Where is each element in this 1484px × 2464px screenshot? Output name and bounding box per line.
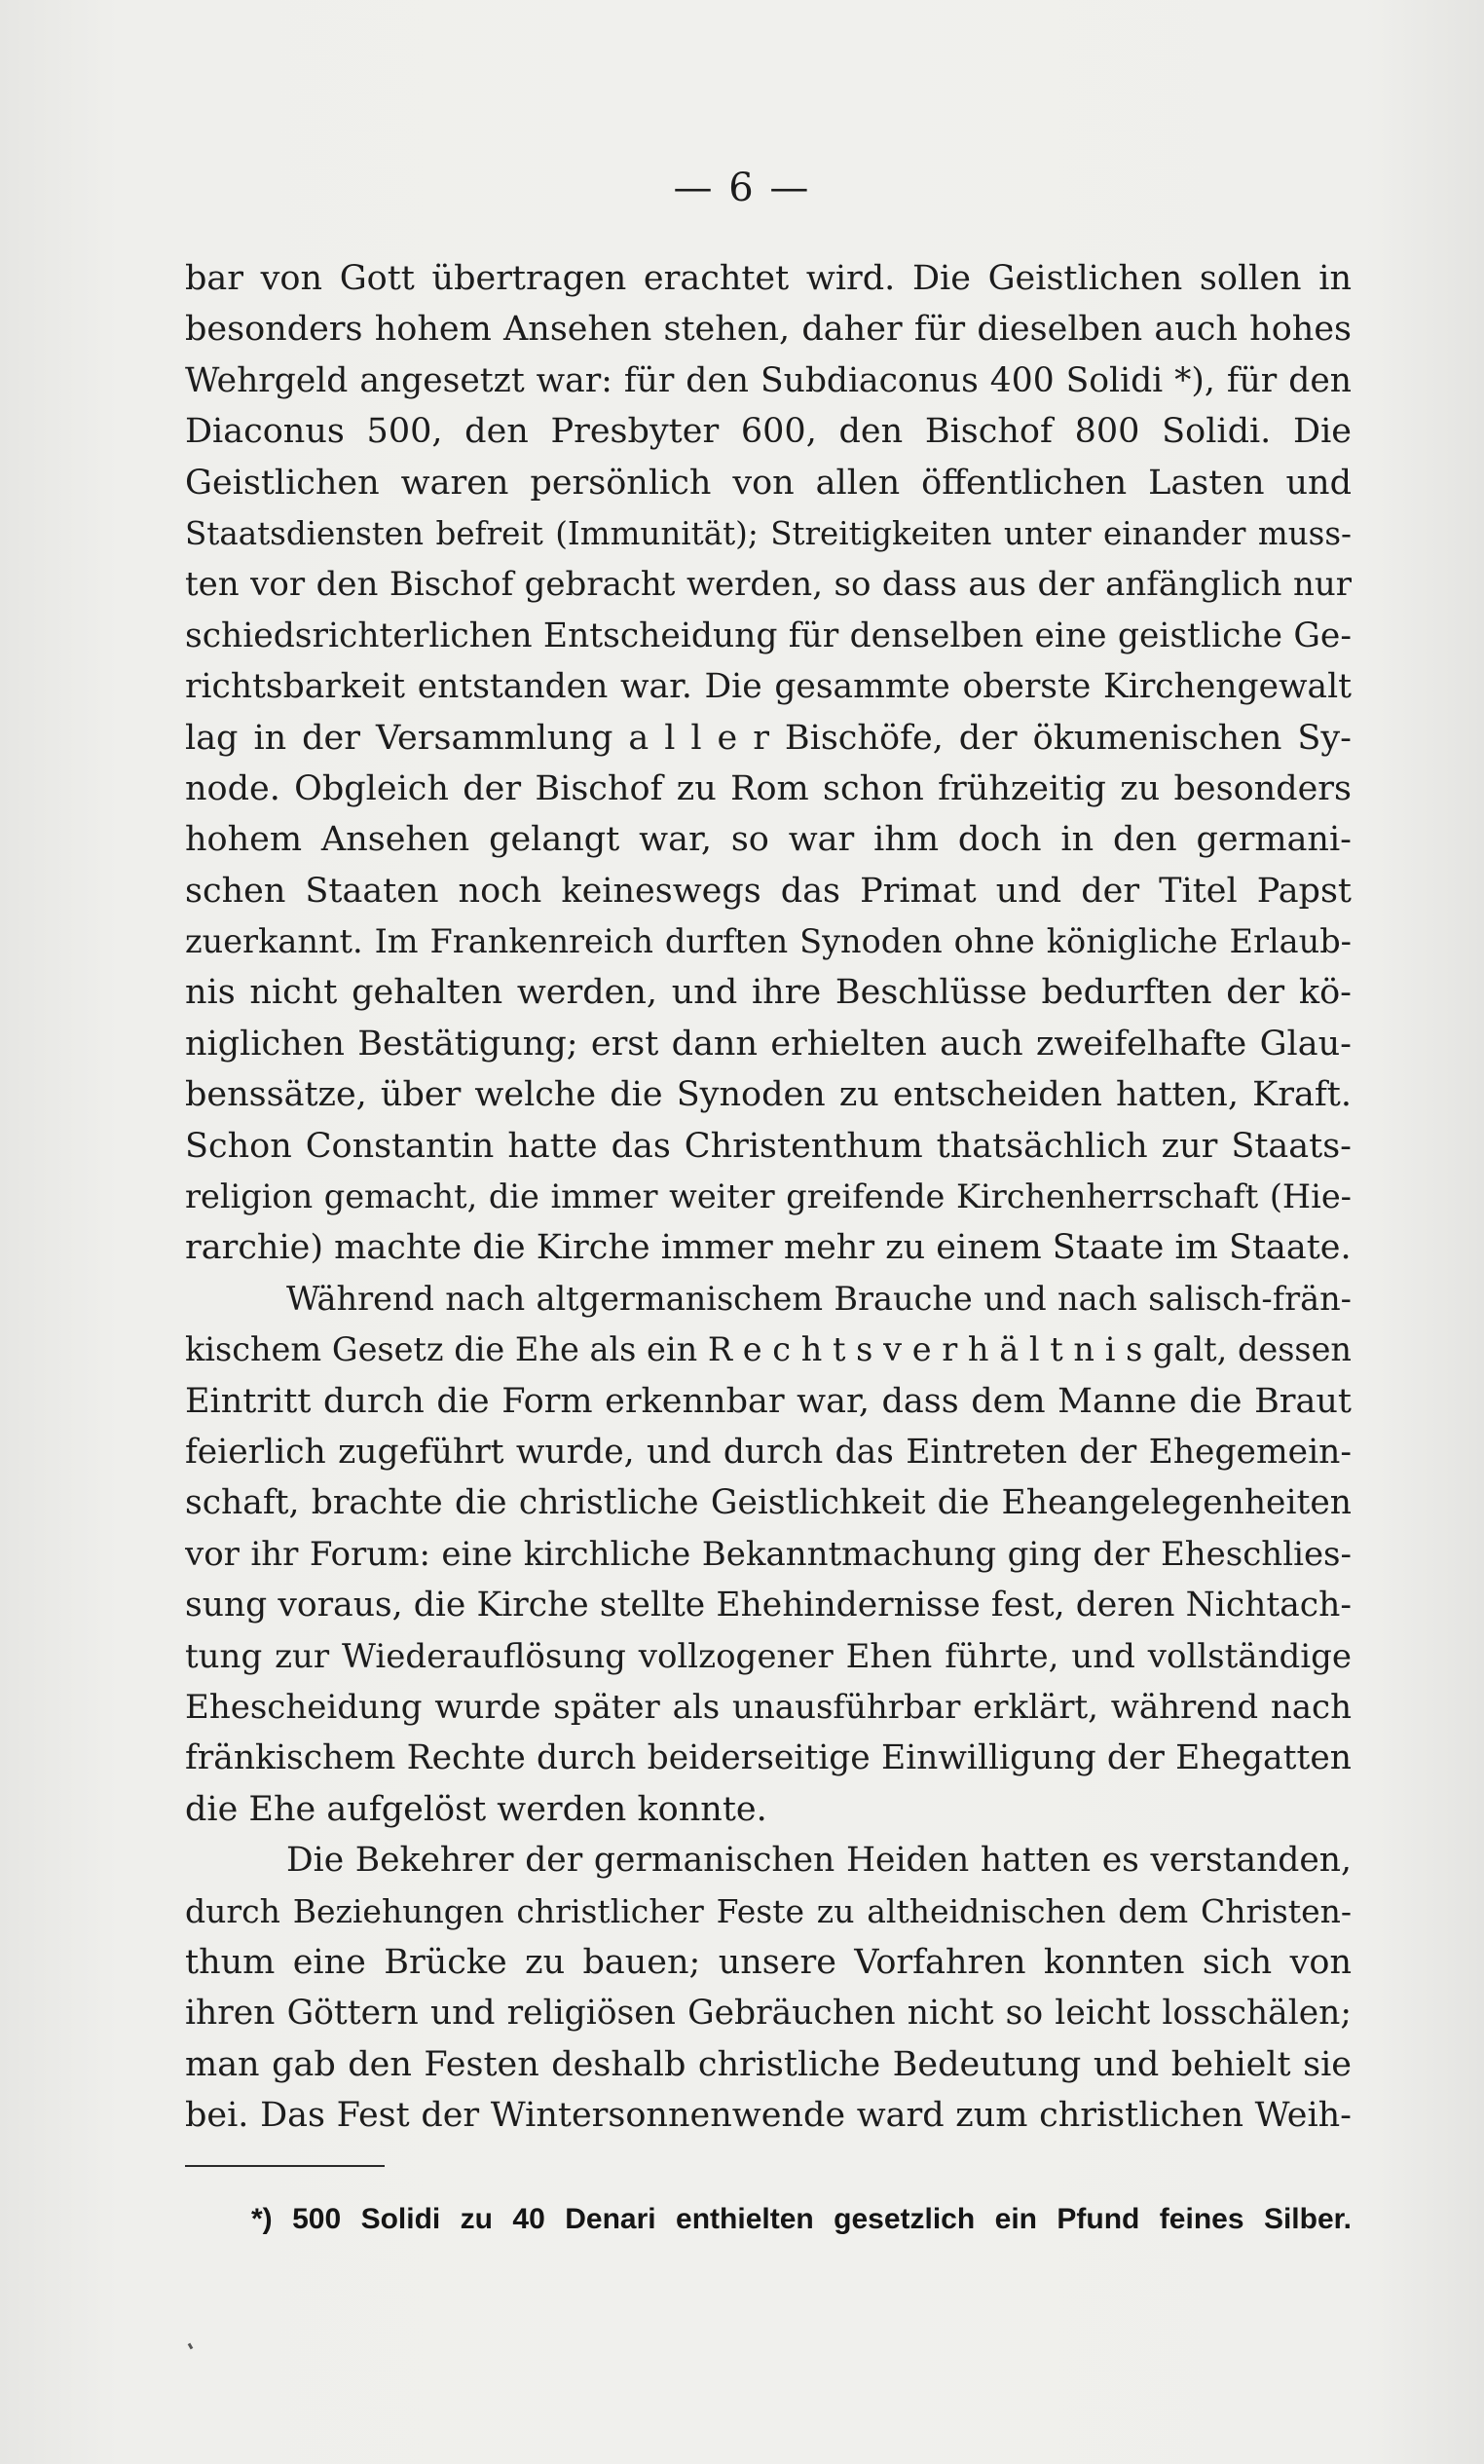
ink-speck <box>188 2343 194 2350</box>
text-line: schaft, brachte die christliche Geistlichkeit die Eheangelegenheiten <box>185 1483 1352 1523</box>
text-line: fränkischem Rechte durch beiderseitige Einwilligung der Ehegatten <box>185 1738 1352 1778</box>
text-line: Schon Constantin hatte das Christenthum thatsächlich zur Staats- <box>185 1126 1352 1166</box>
text-line: richtsbarkeit entstanden war. Die gesammte oberste Kirchengewalt <box>185 667 1352 707</box>
text-line: Die Bekehrer der germanischen Heiden hatten es verstanden, <box>286 1841 1352 1881</box>
text-line: kischem Gesetz die Ehe als ein R e c h t s v e r h ä l t n i s galt, dessen <box>185 1330 1352 1369</box>
footnote: *) 500 Solidi zu 40 Denari enthielten gesetzlich ein Pfund feines Silber. <box>251 2203 1352 2235</box>
text-line: die Ehe aufgelöst werden konnte. <box>185 1789 767 1829</box>
text-line: besonders hohem Ansehen stehen, daher für dieselben auch hohes <box>185 310 1352 350</box>
text-line: feierlich zugeführt wurde, und durch das Eintreten der Ehegemein- <box>185 1432 1352 1472</box>
text-line: Geistlichen waren persönlich von allen öffentlichen Lasten und <box>185 463 1352 503</box>
text-line: ten vor den Bischof gebracht werden, so dass aus der anfänglich nur <box>185 565 1352 605</box>
text-line: Diaconus 500, den Presbyter 600, den Bischof 800 Solidi. Die <box>185 412 1352 452</box>
text-line: Während nach altgermanischem Brauche und nach salisch-frän- <box>286 1279 1352 1318</box>
page-number: — 6 — <box>673 166 811 210</box>
text-line: thum eine Brücke zu bauen; unsere Vorfahren konnten sich von <box>185 1942 1352 1982</box>
footnote-rule <box>185 2165 385 2167</box>
text-line: benssätze, über welche die Synoden zu entscheiden hatten, Kraft. <box>185 1075 1352 1115</box>
text-line: Wehrgeld angesetzt war: für den Subdiaconus 400 Solidi *), für den <box>185 360 1352 400</box>
text-line: node. Obgleich der Bischof zu Rom schon frühzeitig zu besonders <box>185 768 1352 808</box>
text-line: ihren Göttern und religiösen Gebräuchen nicht so leicht losschälen; <box>185 1994 1352 2034</box>
text-line: schen Staaten noch keineswegs das Primat und der Titel Papst <box>185 871 1352 911</box>
text-line: Eintritt durch die Form erkennbar war, dass dem Manne die Braut <box>185 1381 1352 1421</box>
body-text <box>185 253 1352 2141</box>
text-line: bar von Gott übertragen erachtet wird. Die Geistlichen sollen in <box>185 259 1352 298</box>
text-line: lag in der Versammlung a l l e r Bischöfe, der ökumenischen Sy- <box>185 718 1352 758</box>
text-line: Ehescheidung wurde später als unausführbar erklärt, während nach <box>185 1687 1352 1727</box>
text-line: rarchie) machte die Kirche immer mehr zu einem Staate im Staate. <box>185 1228 1352 1268</box>
text-line: tung zur Wiederauflösung vollzogener Ehen führte, und vollständige <box>185 1636 1352 1676</box>
text-line: religion gemacht, die immer weiter greifende Kirchenherrschaft (Hie- <box>185 1177 1352 1216</box>
text-line: man gab den Festen deshalb christliche Bedeutung und behielt sie <box>185 2044 1352 2084</box>
text-line: bei. Das Fest der Wintersonnenwende ward zum christlichen Weih- <box>185 2096 1352 2136</box>
text-line: hohem Ansehen gelangt war, so war ihm doch in den germani- <box>185 820 1352 860</box>
text-line: sung voraus, die Kirche stellte Ehehindernisse fest, deren Nichtach- <box>185 1586 1352 1625</box>
text-line: schiedsrichterlichen Entscheidung für denselben eine geistliche Ge- <box>185 616 1352 655</box>
text-line: zuerkannt. Im Frankenreich durften Synoden ohne königliche Erlaub- <box>185 922 1352 961</box>
text-line: Staatsdiensten befreit (Immunität); Streitigkeiten unter einander muss- <box>185 514 1352 552</box>
text-line: nis nicht gehalten werden, und ihre Beschlüsse bedurften der kö- <box>185 973 1352 1013</box>
text-line: niglichen Bestätigung; erst dann erhielten auch zweifelhafte Glau- <box>185 1024 1352 1064</box>
text-line: vor ihr Forum: eine kirchliche Bekanntmachung ging der Eheschlies- <box>185 1534 1352 1574</box>
text-line: durch Beziehungen christlicher Feste zu altheidnischen dem Christen- <box>185 1891 1352 1930</box>
